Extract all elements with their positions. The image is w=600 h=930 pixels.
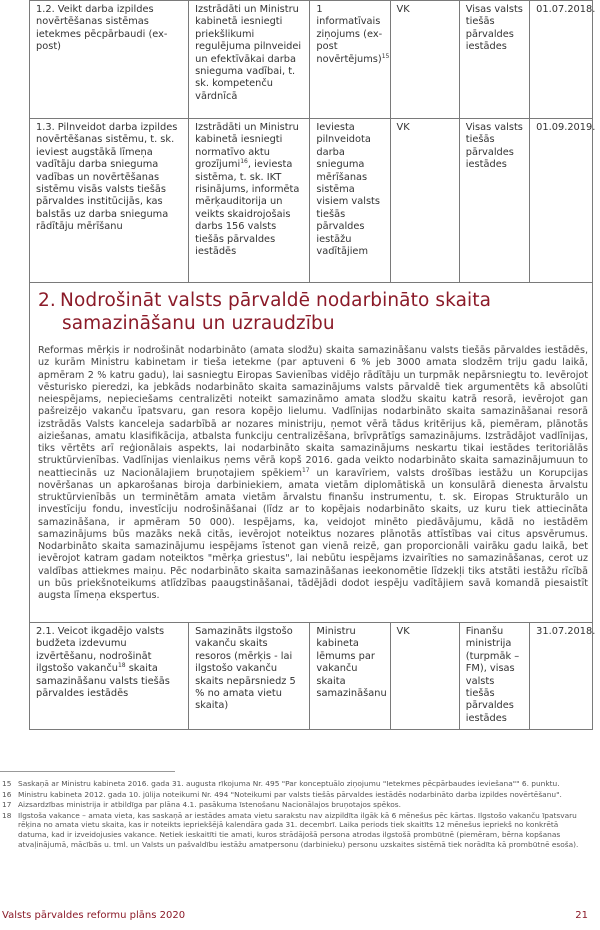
footnote: 18 Ilgstoša vakance – amata vieta, kas saskaņā ar iestādes amata vietu sarakstu nav aizpildīta ilgāk kā 6 mēnešus pēc kārtas. Ilgstošo vakanču īpatsvaru rēķina no amata vietu skaita, kas ir noteikts iepriekšējā kalendāra gada 31. decembrī. Laika periods tiek skaitīts 12 mēnešus iepriekš no konkrētā datuma, kad ir izveidojusies vakance. Netiek ieskaitīti tie amati, kuros strādājošā persona atrodas ilgstošā prombūtnē (piemēram, bērna kopšanas atvaļinājumā, mācībās u. tml. un Valsts un pašvaldību iestāžu amatpersonu (darbinieku) personu uzskaites sistēmā tiek norādīta kā prombūtnē esoša). [2, 810, 579, 849]
section-body: Reformas mērķis ir nodrošināt nodarbināto (amata slodžu) skaita samazināšanu valsts tiešās pārvaldes iestādēs, uz kurām Ministru kabinetam ir tieša ietekme (par aptuveni 6 % jeb 3000 amata slodzēm triju gadu laikā, apmēram 2 % katru gadu), lai sasniegtu Eiropas Savienības vidējo rādītāju un turpmāk nepārsniegtu to. Ievērojot vēsturisko pieredzi, ka jebkāds nodarbināto skaita samazinājums valsts pārvaldē tiek argumentēts kā absolūti neiespējams, nepieciešams centralizēti noteikt samazināmo amata slodžu skaitu katrā resorā, ievērojot gan pašreizējo vakanču īpatsvaru, gan resora kopējo lielumu. Vadlīnijas nodarbināto skaita samazināšanai resorā izstrādās Valsts kanceleja sadarbībā ar nozares ministriju, ņemot vērā tādus kritērijus kā, piemēram, plānotās aiziešanas, amatu klasifikācija, atbalsta funkciju centralizēšana, brīvprātīgs samazinājums. Izstrādājot vadlīnijas, tiks vērtēts arī reģionālais aspekts, lai nodarbināto skaita samazinājums neskartu tikai iestādes teritoriālās struktūrvienības. Vadlīnijas vienlaikus ņems vērā kopš 2016. gada veikto nodarbināto skaita samazinājumuun to neattiecinās uz Nacionālajiem bruņotajiem spēkiem$^{17}$ un karavīriem, valsts drošības iestāžu un Korupcijas novēršanas un apkarošanas biroja darbiniekiem, amata vietām diplomātiskā un konsulārā dienesta ārvalstu struktūrvienībās un terminētām amata vietām ārvalstu finanšu instrumentu, t. sk. Eiropas Strukturālo un investīciju fondu, investīciju nodrošināšanai (līdz ar to kopējais nodarbināto skaits, uz kuru tiek attiecināta samazināšana, ir apmēram 50 000). Iespējams, ka, veidojot minēto piedāvājumu, kādā no iestādēm samazinājums būs mazāks nekā citās, ievērojot noteiktus nozares plānotās attīstības vai citus apsvērumus. Nodarbināto skaita samazinājumu iespējams īstenot gan vienā reizē, gan proporcionāli vairāku gadu laikā, bet ievērojot katram gadam noteiktos "mērķa griestus", lai nebūtu iespējams izvairīties no samazināšanas, cerot uz valdības attiekmes maiņu. Pēc nodarbināto skaita samazināšanas ieekonomētie līdzekļi tiks atstāti iestāžu rīcībā un būs priekšnoteikums atlīdzības paaugstināšanai, tādējādi dodot iespēju vadītājiem savā komandā piesaistīt augsta līmeņa ekspertus. [38, 345, 588, 601]
footnote-ref: 18 [117, 662, 126, 670]
deadline-cell: 31.07.2018. [530, 623, 593, 730]
footer-title: Valsts pārvaldes reformu plāns 2020 [2, 910, 186, 921]
footnote-ref: 16 [240, 158, 248, 166]
table-row [30, 623, 593, 730]
activity-cell: 2.1. Veicot ikgadējo valsts budžeta izdevumu izvērtēšanu, nodrošināt ilgstošo vakanču$^{18}$ skaita samazināšanu valsts tiešās pārvaldes iestādēs [30, 623, 189, 730]
page-number: 21 [575, 910, 588, 921]
indicator-cell: 1 informatīvais ziņojums (ex-post novērtējums)$^{15}$ [310, 1, 390, 119]
result-cell: Samazināts ilgstošo vakanču skaits resoros (mērķis - lai ilgstošo vakanču skaits nepārsniedz 5 % no amata vietu skaita) [189, 623, 310, 730]
table-row [30, 119, 593, 283]
result-cell: Izstrādāti un Ministru kabinetā iesniegti priekšlikumi regulējuma pilnveidei un efektīvākai darba snieguma vadībai, t. sk. kompetenču vārdnīcā [189, 1, 310, 119]
footnote: 17 Aizsardzības ministrija ir atbildīga par plāna 4.1. pasākuma īstenošanu Nacionālajos bruņotajos spēkos. [2, 800, 401, 810]
indicator-cell: Ieviesta pilnveidota darba snieguma mērīšanas sistēma visiem valsts tiešās pārvaldes iestāžu vadītājiem [310, 119, 390, 283]
table-row [30, 1, 593, 119]
footnote-ref: 15 [381, 52, 390, 60]
footnote-divider [0, 771, 175, 772]
section-title: 2. Nodrošināt valsts pārvaldē nodarbināto skaita samazināšanu un uzraudzību [38, 290, 492, 334]
action-table-bottom [29, 622, 596, 730]
responsible-cell: VK [390, 623, 459, 730]
involved-cell: Visas valsts tiešās pārvaldes iestādes [459, 1, 529, 119]
activity-cell: 1.3. Pilnveidot darba izpildes novērtēšanas sistēmu, t. sk. ieviest augstākā līmeņa vadītāju darba snieguma vadības un novērtēšanas sistēmu visās valsts tiešās pārvaldes institūcijās, kas balstās uz darba snieguma rādītāju mērīšanu [30, 119, 189, 283]
involved-cell: Finanšu ministrija (turpmāk – FM), visas valsts tiešās pārvaldes iestādes [459, 623, 529, 730]
involved-cell: Visas valsts tiešās pārvaldes iestādes [459, 119, 529, 283]
result-cell: Izstrādāti un Ministru kabinetā iesniegti normatīvo aktu grozījumi$^{16}$, ieviesta sistēma, t. sk. IKT risinājums, informēta mērķauditorija un veikts skaidrojošais darbs 156 valsts tiešās pārvaldes iestādēs [189, 119, 310, 283]
responsible-cell: VK [390, 119, 459, 283]
section-number: 2. [38, 290, 56, 311]
footnotes [2, 779, 587, 850]
footnote-ref: 17 [301, 466, 310, 474]
responsible-cell: VK [390, 1, 459, 119]
deadline-cell: 01.07.2018. [530, 1, 593, 119]
activity-cell: 1.2. Veikt darba izpildes novērtēšanas sistēmas ietekmes pēcpārbaudi (ex-post) [30, 1, 189, 119]
footnote: 16 Ministru kabineta 2012. gada 10. jūlija noteikumi Nr. 494 "Noteikumi par valsts tiešās pārvaldes iestādēs nodarbināto darba izpildes novērtēšanu". [2, 789, 562, 799]
footnote: 15 Saskaņā ar Ministru kabineta 2016. gada 31. augusta rīkojuma Nr. 495 "Par konceptuālo ziņojumu "Ietekmes pēcpārbaudes ieviešana"" 6. punktu. [2, 779, 560, 788]
deadline-cell: 01.09.2019. [530, 119, 593, 283]
action-table-top [29, 0, 596, 283]
indicator-cell: Ministru kabineta lēmums par vakanču skaita samazināšanu [310, 623, 390, 730]
